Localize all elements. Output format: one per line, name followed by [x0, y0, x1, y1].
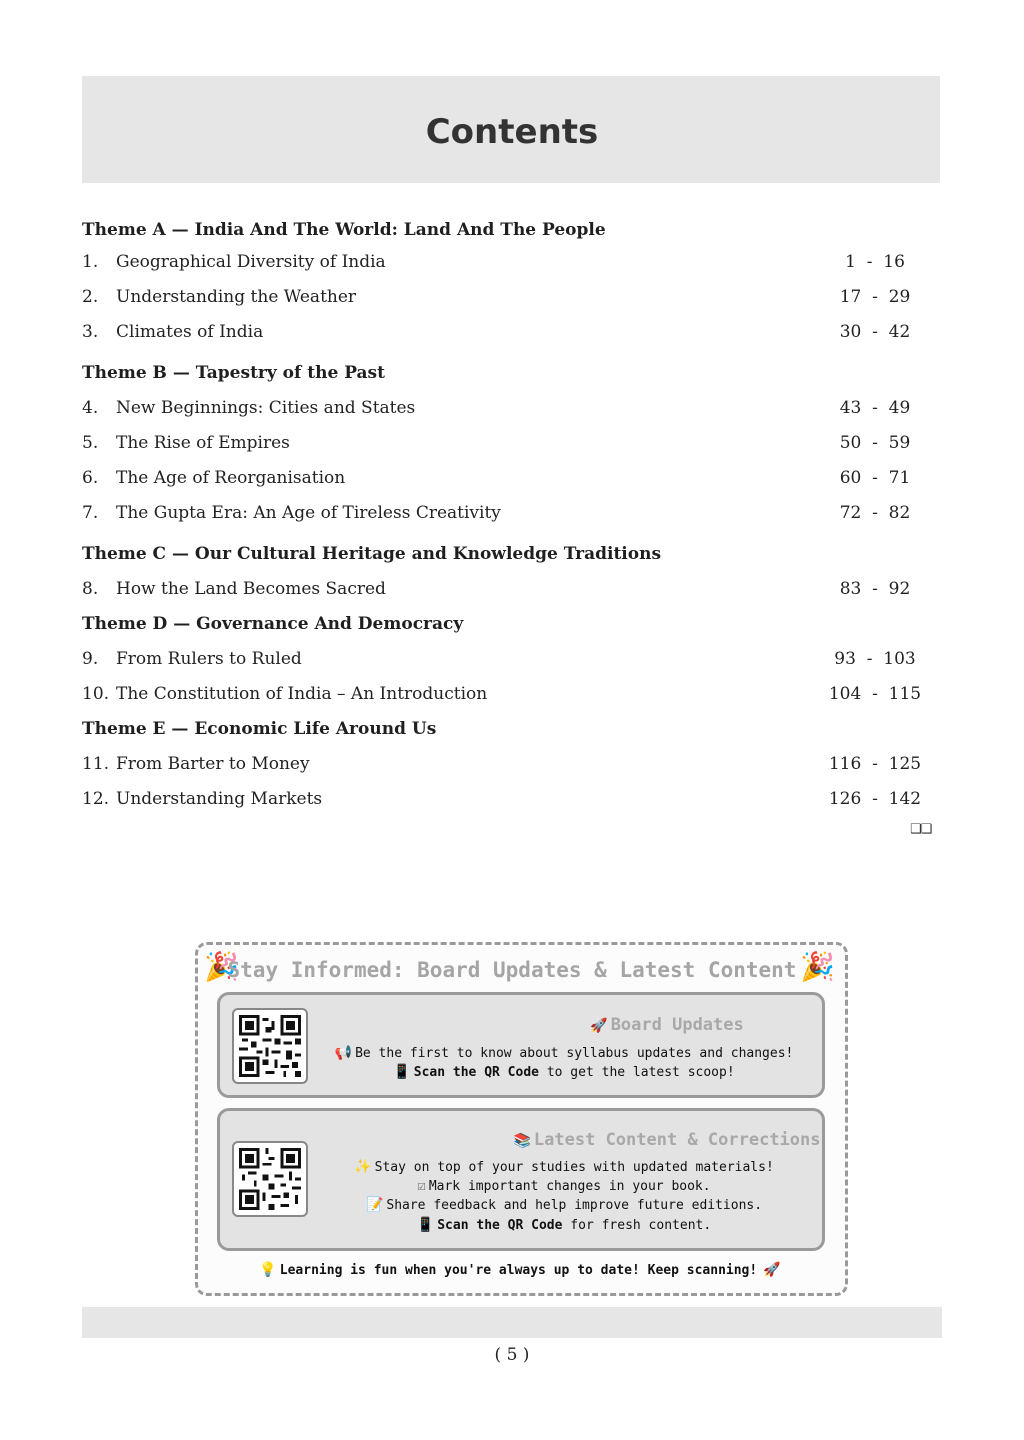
theme-heading: Theme E — Economic Life Around Us	[82, 719, 437, 739]
rocket-icon: 🚀	[763, 1262, 781, 1278]
latest-content-line: ☑ Mark important changes in your book.	[417, 1178, 711, 1194]
chapter-number: 4.	[82, 398, 99, 418]
chapter-pages: 60 - 71	[839, 468, 911, 488]
chapter-pages: 17 - 29	[839, 287, 911, 307]
theme-heading: Theme A — India And The World: Land And The People	[82, 220, 606, 240]
phone-icon: 📱	[393, 1064, 411, 1080]
chapter-row	[82, 750, 940, 778]
latest-content-line: 📝 Share feedback and help improve future editions.	[365, 1197, 763, 1213]
chapter-pages: 50 - 59	[839, 433, 911, 453]
chapter-pages: 126 - 142	[828, 789, 922, 809]
page-title: Contents	[425, 112, 599, 152]
board-updates-heading: 🚀 Board Updates	[590, 1015, 744, 1035]
board-updates-line: 📱 Scan the QR Code to get the latest scoop!	[393, 1064, 735, 1080]
rocket-icon: 🚀	[590, 1018, 608, 1034]
sparkle-icon: ✨	[354, 1159, 372, 1175]
end-mark: ❑❑	[910, 822, 932, 837]
chapter-pages: 116 - 125	[828, 754, 922, 774]
theme-heading: Theme C — Our Cultural Heritage and Knowledge Traditions	[82, 544, 662, 564]
chapter-title[interactable]: From Rulers to Ruled	[116, 649, 302, 669]
chapter-number: 8.	[82, 579, 99, 599]
chapter-title[interactable]: Understanding Markets	[116, 789, 323, 809]
chapter-number: 5.	[82, 433, 99, 453]
chapter-title[interactable]: Climates of India	[116, 322, 264, 342]
party-popper-icon: 🎉	[800, 950, 835, 983]
page-number: ( 5 )	[494, 1345, 530, 1365]
chapter-number: 9.	[82, 649, 99, 669]
chapter-row	[82, 645, 940, 673]
checkbox-icon: ☑	[417, 1178, 426, 1194]
chapter-row	[82, 464, 940, 492]
chapter-title[interactable]: The Rise of Empires	[116, 433, 290, 453]
footer-band	[82, 1307, 942, 1338]
chapter-number: 11.	[82, 754, 110, 774]
chapter-number: 12.	[82, 789, 110, 809]
chapter-pages: 30 - 42	[839, 322, 911, 342]
phone-icon: 📱	[416, 1217, 435, 1233]
chapter-pages: 104 - 115	[828, 684, 922, 704]
chapter-row	[82, 283, 940, 311]
party-popper-icon: 🎉	[204, 950, 239, 983]
chapter-pages: 43 - 49	[839, 398, 911, 418]
chapter-title[interactable]: Geographical Diversity of India	[116, 252, 386, 272]
chapter-title[interactable]: How the Land Becomes Sacred	[116, 579, 386, 599]
board-updates-line: 📢 Be the first to know about syllabus updates and changes!	[334, 1045, 794, 1061]
megaphone-icon: 📢	[334, 1045, 353, 1061]
theme-heading: Theme B — Tapestry of the Past	[82, 363, 385, 383]
chapter-title[interactable]: New Beginnings: Cities and States	[116, 398, 416, 418]
chapter-pages: 1 - 16	[845, 252, 905, 272]
chapter-number: 2.	[82, 287, 99, 307]
chapter-title[interactable]: The Gupta Era: An Age of Tireless Creativity	[116, 503, 501, 523]
notice-title: Stay Informed: Board Updates & Latest Content	[227, 958, 797, 982]
chapter-number: 7.	[82, 503, 99, 523]
chapter-pages: 93 - 103	[834, 649, 916, 669]
chapter-title[interactable]: From Barter to Money	[116, 754, 310, 774]
table-of-contents	[82, 0, 940, 840]
memo-icon: 📝	[365, 1197, 384, 1213]
chapter-row	[82, 499, 940, 527]
chapter-title[interactable]: The Age of Reorganisation	[116, 468, 346, 488]
chapter-row	[82, 680, 940, 708]
chapter-title[interactable]: Understanding the Weather	[116, 287, 357, 307]
chapter-number: 3.	[82, 322, 99, 342]
chapter-number: 1.	[82, 252, 99, 272]
lightbulb-icon: 💡	[259, 1262, 277, 1278]
chapter-row	[82, 429, 940, 457]
latest-content-heading: 📚 Latest Content & Corrections	[513, 1130, 821, 1150]
latest-content-line: ✨ Stay on top of your studies with updated materials!	[354, 1159, 774, 1175]
chapter-row	[82, 248, 940, 276]
notice-footer: 💡 Learning is fun when you're always up to date! Keep scanning! 🚀	[259, 1262, 781, 1278]
chapter-title[interactable]: The Constitution of India – An Introduction	[116, 684, 488, 704]
latest-content-line: 📱 Scan the QR Code for fresh content.	[416, 1217, 712, 1233]
books-icon: 📚	[513, 1133, 531, 1149]
chapter-row	[82, 785, 940, 813]
chapter-row	[82, 575, 940, 603]
chapter-pages: 83 - 92	[839, 579, 911, 599]
chapter-number: 10.	[82, 684, 110, 704]
chapter-row	[82, 318, 940, 346]
theme-heading: Theme D — Governance And Democracy	[82, 614, 464, 634]
chapter-pages: 72 - 82	[839, 503, 911, 523]
chapter-number: 6.	[82, 468, 99, 488]
chapter-row	[82, 394, 940, 422]
